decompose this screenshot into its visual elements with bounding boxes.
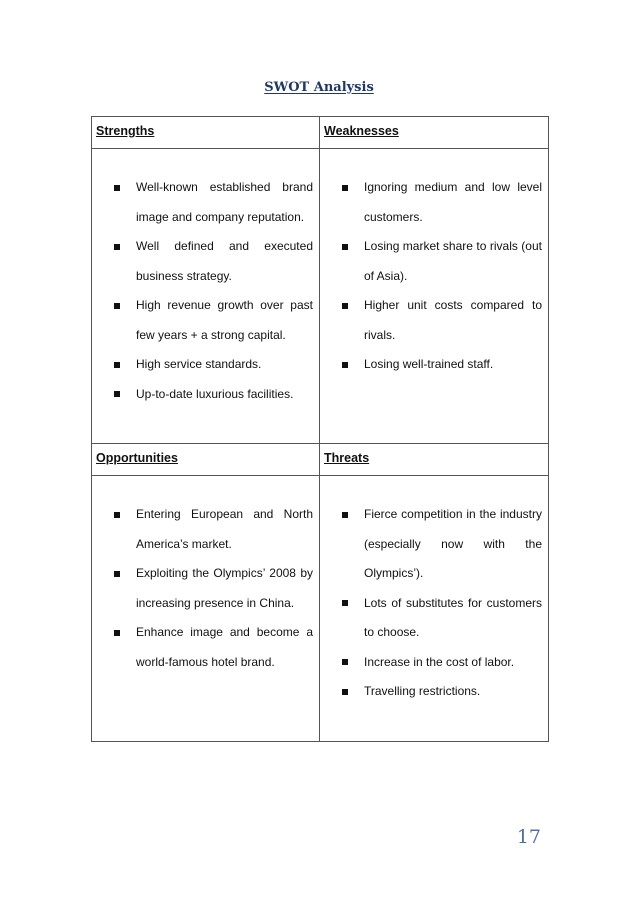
threats-list — [320, 476, 548, 707]
square-bullet-icon — [114, 512, 120, 518]
swot-table — [91, 116, 549, 742]
square-bullet-icon — [342, 362, 348, 368]
square-bullet-icon — [342, 185, 348, 191]
list-item: Increase in the cost of labor. — [340, 648, 542, 678]
square-bullet-icon — [342, 244, 348, 250]
list-item: Well defined and executed business strategy. — [112, 232, 313, 291]
list-item: Fierce competition in the industry (especially now with the Olympics’). — [340, 500, 542, 589]
strengths-cell — [92, 149, 320, 444]
list-item: Losing well-trained staff. — [340, 350, 542, 380]
list-item: Well-known established brand image and company reputation. — [112, 173, 313, 232]
weaknesses-cell — [320, 149, 549, 444]
square-bullet-icon — [114, 185, 120, 191]
list-item: High revenue growth over past few years + a strong capital. — [112, 291, 313, 350]
opportunities-list — [92, 476, 319, 677]
threats-header: Threats — [324, 451, 370, 465]
square-bullet-icon — [114, 630, 120, 636]
square-bullet-icon — [342, 600, 348, 606]
square-bullet-icon — [114, 391, 120, 397]
page-title: SWOT Analysis — [264, 80, 374, 95]
square-bullet-icon — [342, 659, 348, 665]
weaknesses-list — [320, 149, 548, 380]
list-item: Lots of substitutes for customers to choose. — [340, 589, 542, 648]
strengths-list — [92, 149, 319, 409]
threats-cell — [320, 476, 549, 742]
strengths-header-cell — [92, 117, 320, 149]
weaknesses-header: Weaknesses — [324, 124, 399, 138]
opportunities-header-cell — [92, 444, 320, 476]
opportunities-header: Opportunities — [96, 451, 178, 465]
list-item: High service standards. — [112, 350, 313, 380]
weaknesses-header-cell — [320, 117, 549, 149]
threats-header-cell — [320, 444, 549, 476]
square-bullet-icon — [114, 244, 120, 250]
list-item: Travelling restrictions. — [340, 677, 542, 707]
list-item: Ignoring medium and low level customers. — [340, 173, 542, 232]
strengths-header: Strengths — [96, 124, 155, 138]
opportunities-cell — [92, 476, 320, 742]
square-bullet-icon — [114, 362, 120, 368]
square-bullet-icon — [342, 689, 348, 695]
list-item: Exploiting the Olympics’ 2008 by increasing presence in China. — [112, 559, 313, 618]
list-item: Losing market share to rivals (out of Asia). — [340, 232, 542, 291]
page-number: 17 — [516, 826, 541, 848]
list-item: Up-to-date luxurious facilities. — [112, 380, 313, 410]
square-bullet-icon — [342, 303, 348, 309]
square-bullet-icon — [114, 303, 120, 309]
list-item: Enhance image and become a world-famous hotel brand. — [112, 618, 313, 677]
list-item: Entering European and North America’s market. — [112, 500, 313, 559]
square-bullet-icon — [114, 571, 120, 577]
square-bullet-icon — [342, 512, 348, 518]
list-item: Higher unit costs compared to rivals. — [340, 291, 542, 350]
